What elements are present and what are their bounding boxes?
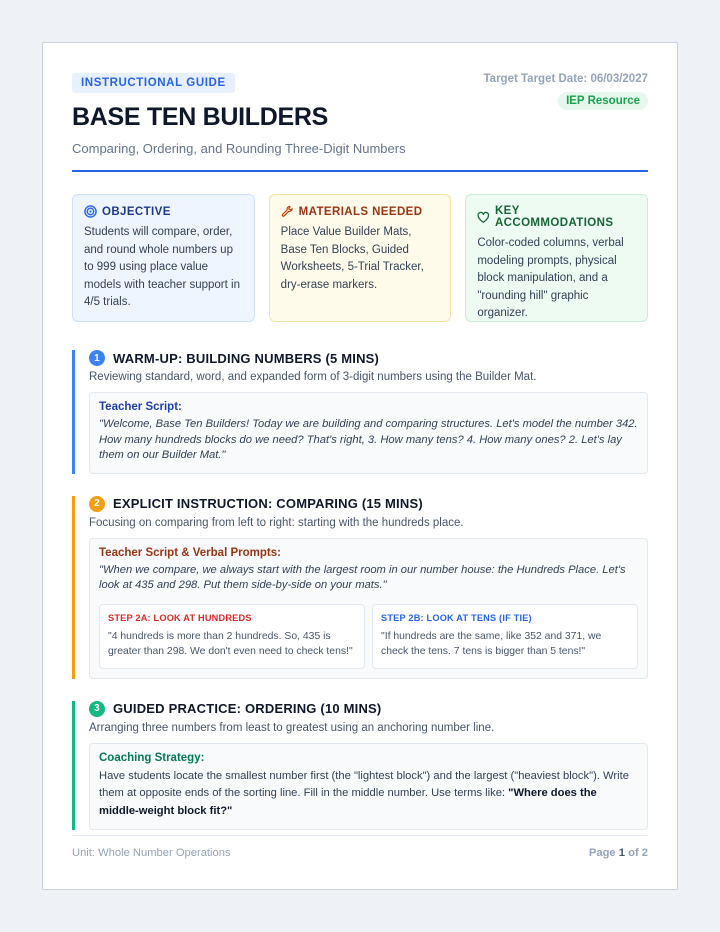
- step-cards: [99, 604, 638, 669]
- section-description: Arranging three numbers from least to greatest using an anchoring number line.: [89, 721, 495, 734]
- accommodations-title: KEY ACCOMMODATIONS: [494, 205, 614, 229]
- objective-title: OBJECTIVE: [102, 205, 171, 218]
- iep-badge: IEP Resource: [558, 92, 648, 110]
- coaching-strategy-text: [99, 768, 638, 821]
- step-2a-label: STEP 2A: LOOK AT HUNDREDS: [108, 612, 252, 623]
- objective-text: Students will compare, order, and round whole numbers up to 999 using place value models with teacher support in 4/5 trials.: [84, 226, 240, 308]
- section-number: 3: [89, 701, 105, 717]
- header-meta: [484, 73, 648, 110]
- page-subtitle: Comparing, Ordering, and Rounding Three-Digit Numbers: [72, 141, 406, 156]
- section-guided-practice: [72, 701, 648, 831]
- page-current: 1: [618, 847, 625, 859]
- wrench-icon: [281, 205, 294, 218]
- step-2a-card: [99, 604, 365, 669]
- section-title: WARM-UP: BUILDING NUMBERS (5 MINS): [113, 350, 380, 366]
- teacher-script-box: [89, 392, 648, 474]
- section-accent-bar: [72, 350, 75, 474]
- section-accent-bar: [72, 496, 75, 679]
- materials-card: [269, 194, 452, 322]
- section-description: Reviewing standard, word, and expanded form of 3-digit numbers using the Builder Mat.: [89, 371, 537, 383]
- section-number: 1: [89, 350, 105, 366]
- page-content: [72, 73, 648, 830]
- coaching-strategy-box: [89, 743, 648, 831]
- objective-card: [72, 194, 255, 322]
- section-number: 2: [89, 496, 105, 512]
- target-icon: [84, 205, 97, 218]
- section-explicit-instruction: [72, 496, 648, 679]
- target-date: Target Target Date: 06/03/2027: [483, 73, 648, 85]
- page-prefix: Page: [588, 847, 616, 859]
- materials-title: MATERIALS NEEDED: [298, 205, 423, 218]
- section-warm-up: [72, 350, 648, 474]
- step-2b-card: [372, 604, 638, 669]
- step-2b-label: STEP 2B: LOOK AT TENS (IF TIE): [381, 612, 532, 623]
- coaching-strategy-label: Coaching Strategy:: [99, 751, 205, 764]
- verbal-prompts-text: "When we compare, we always start with the largest room in our number house: the Hundreds Place. Let's look at 435 and 298. Put them side-by-side on your mats.": [99, 563, 626, 591]
- materials-text: Place Value Builder Mats, Base Ten Blocks, Guided Worksheets, 5-Trial Tracker, dry-erase markers.: [280, 226, 424, 291]
- page-footer: [72, 835, 648, 859]
- step-2a-text: "4 hundreds is more than 2 hundreds. So, 435 is greater than 298. We don't even need to check tens!": [108, 630, 353, 657]
- section-accent-bar: [72, 701, 75, 831]
- accommodations-text: Color-coded columns, verbal modeling prompts, physical block manipulation, and a "rounding hill" graphic organizer.: [477, 237, 624, 319]
- verbal-prompts-label: Teacher Script & Verbal Prompts:: [99, 546, 281, 559]
- verbal-prompts-box: [89, 538, 648, 679]
- teacher-script-text: "Welcome, Base Ten Builders! Today we are building and comparing structures. Let's model the number 342. How many hundreds blocks do we need? That's right, 3. How many tens? 4. How many ones? 2. Let's lay them on our Builder Mat.": [99, 418, 638, 461]
- guide-page: [42, 42, 678, 890]
- heart-icon: [477, 211, 490, 224]
- page-indicator: [589, 847, 648, 859]
- teacher-script-label: Teacher Script:: [99, 401, 182, 413]
- header: [72, 73, 648, 172]
- guide-type-tag: INSTRUCTIONAL GUIDE: [72, 73, 235, 93]
- step-2b-text: "If hundreds are the same, like 352 and 371, we check the tens. 7 tens is bigger than 5 tens!": [381, 630, 602, 657]
- accommodations-card: [465, 194, 648, 322]
- summary-cards: [72, 194, 648, 322]
- section-description: Focusing on comparing from left to right: starting with the hundreds place.: [89, 516, 464, 529]
- unit-label: Unit: Whole Number Operations: [72, 847, 231, 859]
- coaching-strategy-body: Have students locate the smallest number first (the "lightest block") and the largest ("heaviest block"). Write them at opposite ends of the sorting line. Fill in the middle number. Use terms like:: [99, 769, 629, 799]
- section-title: GUIDED PRACTICE: ORDERING (10 MINS): [113, 701, 382, 716]
- header-divider: [72, 170, 648, 172]
- section-title: EXPLICIT INSTRUCTION: COMPARING (15 MINS): [113, 496, 423, 511]
- page-title: BASE TEN BUILDERS: [72, 103, 329, 131]
- page-total: of 2: [628, 847, 648, 859]
- coaching-strategy-emphasis: "Where does the middle-weight block fit?": [99, 787, 597, 817]
